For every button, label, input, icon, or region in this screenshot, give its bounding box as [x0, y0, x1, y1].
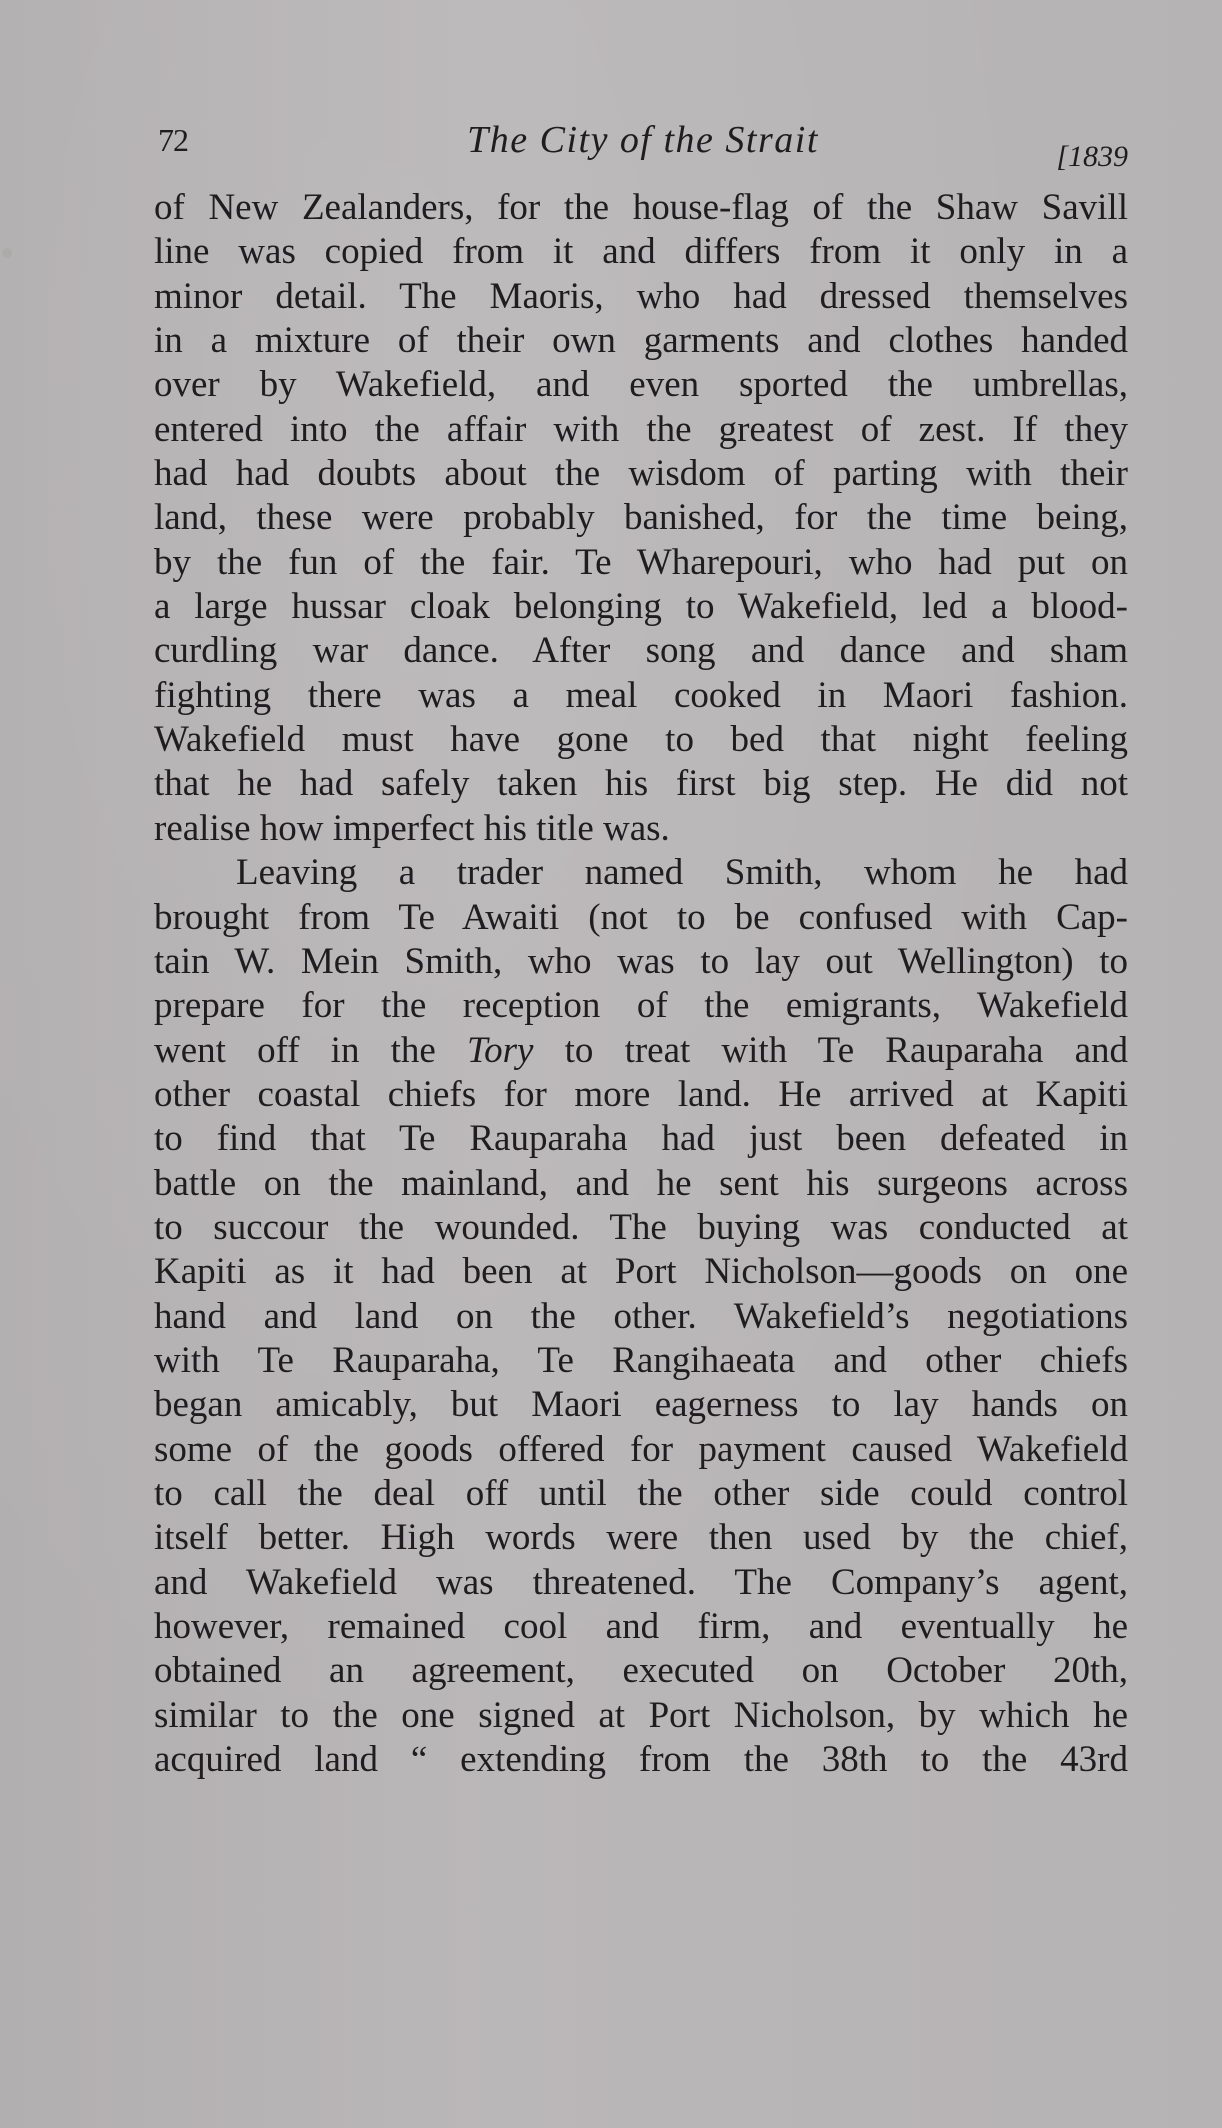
text-line: some of the goods offered for payment caused Wakefield	[154, 1428, 1128, 1470]
text-line: entered into the affair with the greatest of zest. If they	[154, 408, 1128, 450]
paper-speck	[2, 248, 12, 258]
text-line: however, remained cool and firm, and eventually he	[154, 1606, 1128, 1647]
text-line: battle on the mainland, and he sent his surgeons across	[154, 1162, 1128, 1204]
paragraph-end-line: realise how imperfect his title was.	[154, 807, 670, 849]
text-line: that he had safely taken his first big step. He did not	[154, 763, 1128, 805]
text-line: brought from Te Awaiti (not to be confused with Cap-	[154, 896, 1128, 938]
paragraph-start-line: Leaving a trader named Smith, whom he had	[236, 852, 1128, 894]
text-line: land, these were probably banished, for the time being,	[154, 497, 1128, 539]
page-header	[158, 118, 1128, 178]
text-line: and Wakefield was threatened. The Company’s agent,	[154, 1561, 1128, 1603]
text-segment: to treat with Te Rauparaha and	[564, 1029, 1129, 1071]
text-line: of New Zealanders, for the house-flag of the Shaw Savill	[154, 187, 1128, 228]
text-line: had had doubts about the wisdom of parting with their	[154, 453, 1128, 495]
page-number: 72	[158, 122, 188, 158]
text-line-with-italic	[154, 1029, 1128, 1073]
body-text	[154, 186, 1128, 1782]
text-line: over by Wakefield, and even sported the umbrellas,	[154, 364, 1128, 406]
ship-name-italic: Tory	[466, 1029, 534, 1071]
text-line: Wakefield must have gone to bed that night feeling	[154, 719, 1128, 761]
text-line: to succour the wounded. The buying was conducted at	[154, 1206, 1128, 1248]
text-line: curdling war dance. After song and dance and sham	[154, 630, 1128, 672]
text-line: fighting there was a meal cooked in Maori fashion.	[154, 674, 1128, 716]
text-line: with Te Rauparaha, Te Rangihaeata and other chiefs	[154, 1339, 1128, 1381]
text-line: a large hussar cloak belonging to Wakefield, led a blood-	[154, 586, 1128, 628]
text-line: tain W. Mein Smith, who was to lay out Wellington) to	[154, 940, 1128, 982]
text-line: Kapiti as it had been at Port Nicholson—goods on one	[154, 1251, 1128, 1293]
text-line: by the fun of the fair. Te Wharepouri, who had put on	[154, 541, 1128, 583]
text-line: line was copied from it and differs from it only in a	[154, 231, 1128, 273]
header-year: [1839	[1056, 140, 1128, 173]
text-line: itself better. High words were then used by the chief,	[154, 1517, 1128, 1559]
text-segment: went off in the	[154, 1029, 436, 1071]
text-line: similar to the one signed at Port Nicholson, by which he	[154, 1694, 1128, 1736]
text-line: hand and land on the other. Wakefield’s negotiations	[154, 1295, 1128, 1337]
running-title: The City of the Strait	[467, 119, 819, 161]
text-line: in a mixture of their own garments and clothes handed	[154, 320, 1128, 362]
text-line: acquired land “ extending from the 38th to the 43rd	[154, 1739, 1128, 1781]
text-line: other coastal chiefs for more land. He arrived at Kapiti	[154, 1073, 1128, 1115]
text-line: obtained an agreement, executed on October 20th,	[154, 1650, 1128, 1692]
text-line: prepare for the reception of the emigrants, Wakefield	[154, 985, 1128, 1027]
text-line: to call the deal off until the other side could control	[154, 1472, 1128, 1514]
text-line: to find that Te Rauparaha had just been defeated in	[154, 1118, 1128, 1160]
text-line: minor detail. The Maoris, who had dressed themselves	[154, 275, 1128, 317]
text-line: began amicably, but Maori eagerness to lay hands on	[154, 1384, 1128, 1426]
